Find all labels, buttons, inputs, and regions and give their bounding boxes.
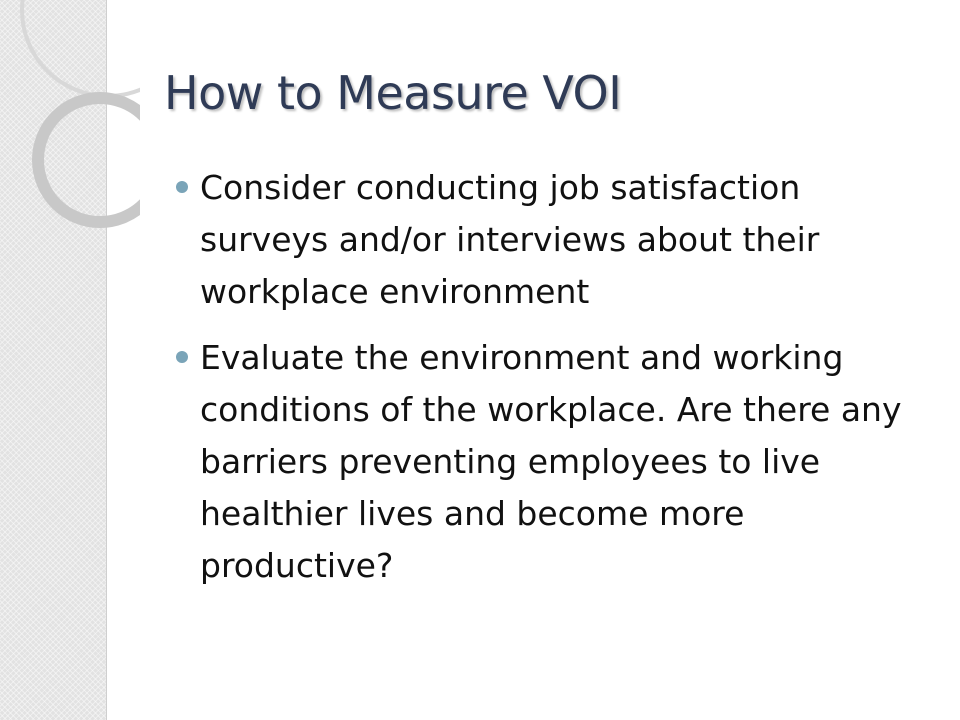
bullet-marker-icon [176, 181, 188, 193]
bullet-text: Evaluate the environment and working conditions of the workplace. Are there any barriers preventing employees to live healthier lives and become more productive? [200, 338, 902, 585]
decorative-rings [0, 0, 140, 260]
bullet-text: Consider conducting job satisfaction surveys and/or interviews about their workplace environment [200, 168, 820, 311]
bullet-list [176, 162, 916, 606]
bullet-item [176, 162, 916, 318]
decorative-ring-large [22, 0, 140, 96]
bullet-item [176, 332, 916, 592]
decorative-ring-small [38, 98, 140, 222]
bullet-marker-icon [176, 351, 188, 363]
slide-title: How to Measure VOI [164, 66, 622, 120]
